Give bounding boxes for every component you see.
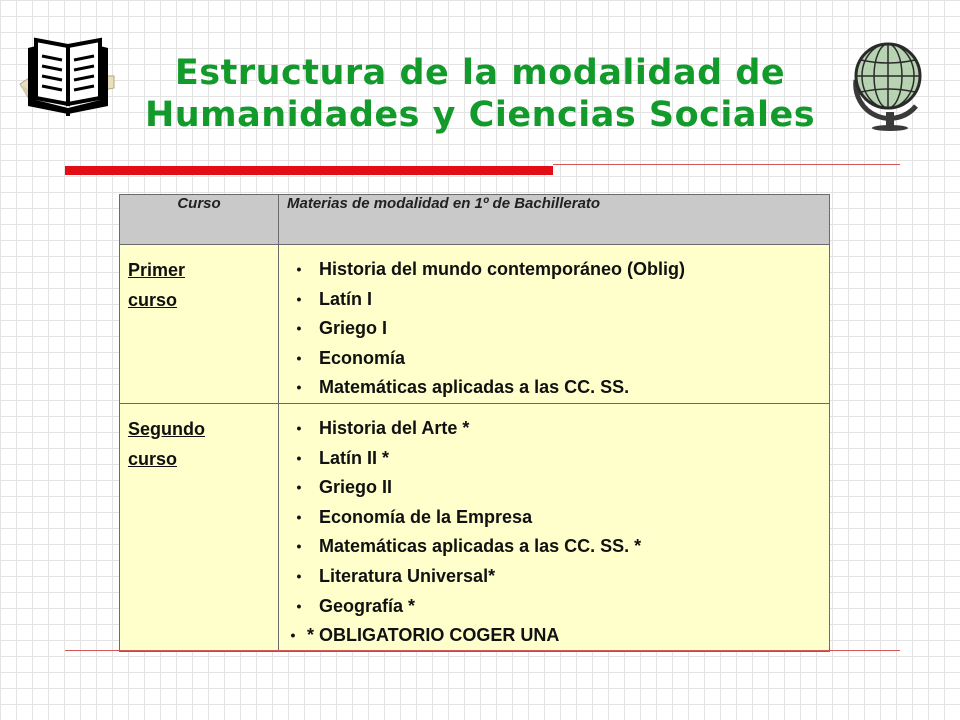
bullet-icon: •	[296, 479, 302, 496]
open-book-icon	[18, 28, 118, 118]
list-item: • Griego I	[279, 314, 829, 344]
bullet-icon: •	[290, 627, 296, 644]
bullet-icon: •	[296, 261, 302, 277]
table-row	[120, 245, 830, 404]
bullet-icon: •	[296, 597, 302, 614]
subjects-table	[119, 194, 830, 652]
bullet-icon: •	[296, 567, 302, 584]
list-item: • Latín I	[279, 285, 829, 315]
subjects-cell	[279, 245, 830, 404]
list-item: • Economía de la Empresa	[279, 503, 829, 533]
bullet-icon: •	[296, 449, 302, 466]
list-item: • Historia del mundo contemporáneo (Oblig)	[279, 255, 829, 285]
bullet-icon: •	[296, 508, 302, 525]
table-header-row	[120, 195, 830, 245]
bullet-icon: •	[296, 349, 302, 366]
subjects-cell	[279, 403, 830, 651]
footer-divider	[65, 650, 900, 651]
header-subjects: Materias de modalidad en 1º de Bachillerato	[279, 195, 830, 245]
bullet-icon: •	[296, 419, 302, 436]
globe-icon	[846, 36, 930, 132]
title-line-1: Estructura de la modalidad de	[174, 53, 786, 93]
subject-list	[279, 404, 829, 651]
course-label: Primer curso	[128, 260, 186, 310]
list-item: • Geografía *	[279, 592, 829, 622]
title-underline-thin	[553, 164, 900, 165]
list-item: • Matemáticas aplicadas a las CC. SS. *	[279, 532, 829, 562]
title-underline	[65, 166, 553, 175]
list-item: • Literatura Universal*	[279, 562, 829, 592]
course-cell	[120, 403, 279, 651]
list-item: • Economía	[279, 344, 829, 374]
mandatory-note: • * OBLIGATORIO COGER UNA	[279, 621, 829, 651]
header-course: Curso	[120, 195, 279, 245]
list-item: • Latín II *	[279, 444, 829, 474]
bullet-icon: •	[296, 290, 302, 307]
course-cell	[120, 245, 279, 404]
bullet-icon: •	[296, 538, 302, 555]
subject-list	[279, 245, 829, 403]
list-item: • Historia del Arte *	[279, 414, 829, 444]
list-item: • Matemáticas aplicadas a las CC. SS.	[279, 373, 829, 403]
table-row	[120, 403, 830, 651]
bullet-icon: •	[296, 320, 302, 337]
list-item: • Griego II	[279, 473, 829, 503]
title-line-2: Humanidades y Ciencias Sociales	[144, 95, 816, 135]
bullet-icon: •	[296, 379, 302, 396]
page-title	[120, 52, 840, 136]
course-label: Segundo curso	[128, 418, 205, 469]
